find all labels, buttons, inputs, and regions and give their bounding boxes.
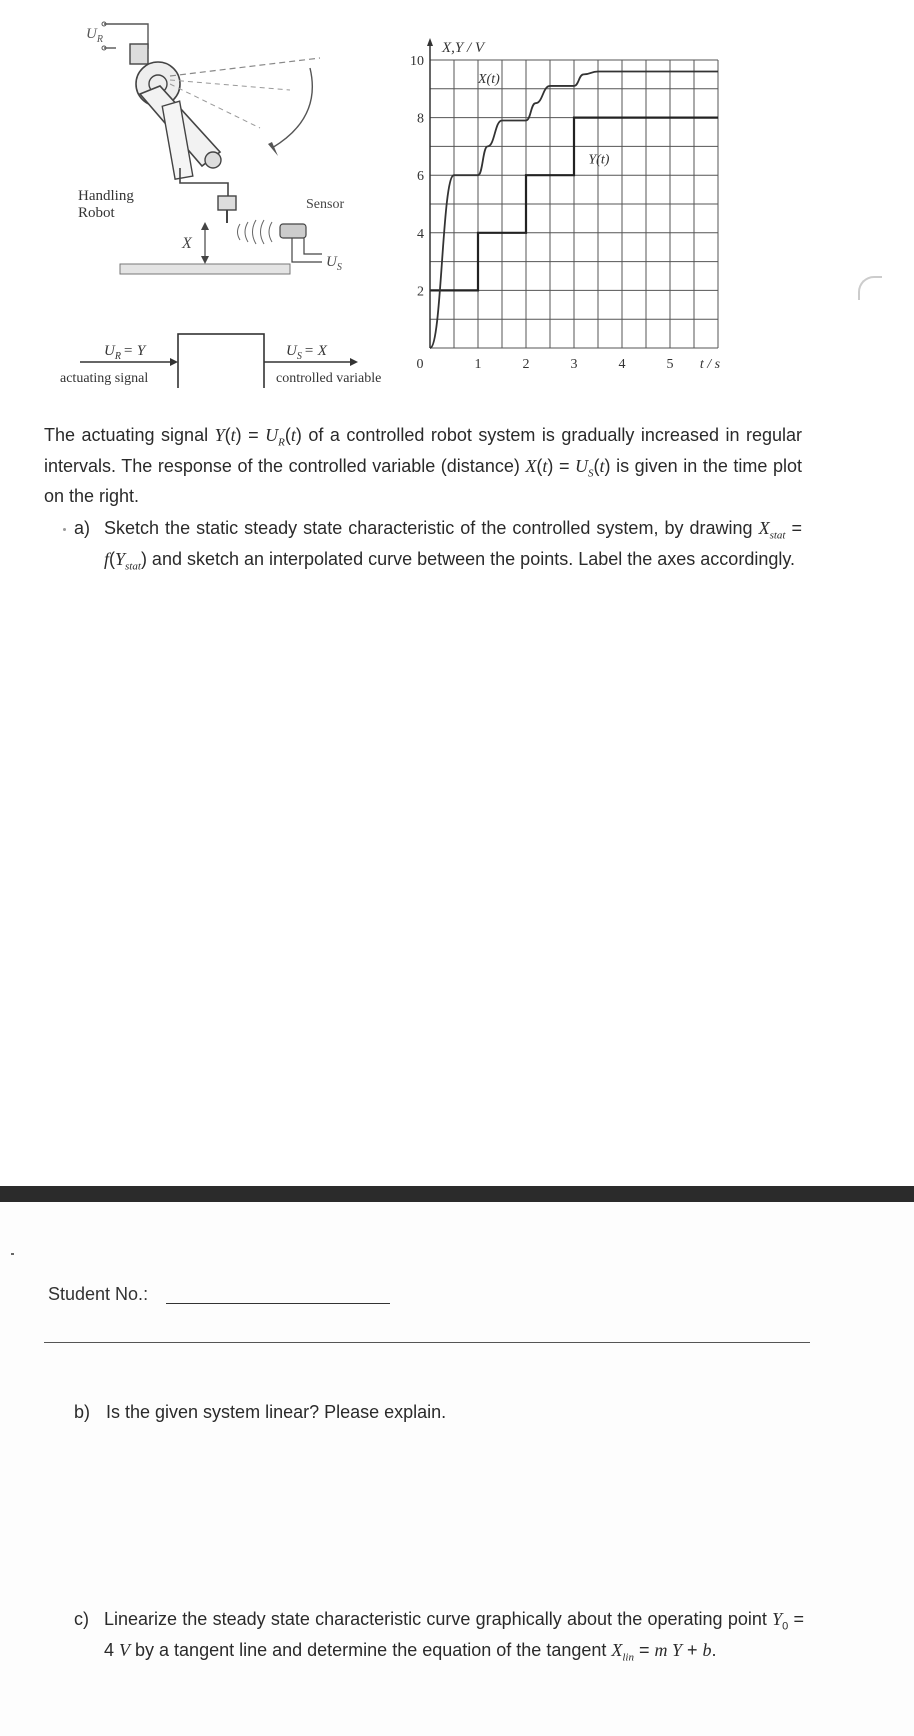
question-b-text: Is the given system linear? Please explain.	[106, 1402, 447, 1422]
us-label: $U_S$	[326, 254, 342, 273]
question-b-label: b)	[74, 1402, 91, 1422]
x-tick-label: 0	[416, 357, 424, 372]
x-tick-label: 5	[666, 357, 674, 372]
actuating-signal-caption: actuating signal	[60, 371, 149, 386]
question-c-label: c)	[74, 1609, 89, 1629]
student-no-label: Student No.:	[48, 1284, 149, 1304]
x-tick-label: 1	[474, 357, 482, 372]
series-label-x: X(t)	[478, 72, 500, 88]
handling-robot-label: Handling Robot	[78, 188, 134, 221]
bullet-dot	[63, 528, 66, 531]
intro-paragraph: The actuating signal $Y(t) = U_R(t)$ of a controlled robot system is gradually increased in regular intervals. The response of the controlled variable (distance) $X(t) = U_S(t)$ is given in the time plot on the right.	[44, 425, 802, 507]
output-equation: $U_S = X$	[286, 343, 327, 362]
series-label-y: Y(t)	[588, 152, 610, 168]
x-axis-label: t / s	[699, 357, 721, 372]
sensor-label: Sensor	[306, 197, 345, 212]
question-a-text: Sketch the static steady state characteristic of the controlled system, by drawing $X_{stat} = f(Y_{stat})$ and sketch an interpolated curve between the points. Label the axes accordingly.	[104, 518, 803, 573]
time-plot-svg	[398, 30, 798, 390]
y-tick-label: 10	[410, 54, 424, 69]
system-block	[178, 334, 264, 388]
y-tick-label: 8	[417, 111, 424, 127]
question-c-text: Linearize the steady state characteristic curve graphically about the operating point $Y_0 = 4$ V by a tangent line and determine the equation of the tangent $X_{lin} = m$ Y + b.	[104, 1609, 804, 1664]
controlled-variable-caption: controlled variable	[276, 371, 382, 386]
y-tick-label: 2	[417, 284, 424, 300]
student-no-field[interactable]	[166, 1303, 390, 1304]
x-tick-label: 2	[522, 357, 530, 372]
x-tick-label: 3	[570, 357, 578, 372]
page2-tick	[11, 1253, 14, 1255]
x-distance-label: X	[182, 235, 192, 252]
page-separator	[0, 1186, 914, 1202]
margin-mark	[858, 276, 882, 300]
ur-label: $U_R$	[86, 26, 103, 45]
y-axis-arrow	[427, 38, 433, 46]
y-tick-label: 6	[417, 169, 424, 185]
x-tick-label: 4	[618, 357, 626, 372]
input-equation: $U_R = Y$	[104, 343, 146, 362]
robot-drawing	[60, 18, 420, 388]
time-plot	[398, 30, 798, 390]
y-tick-label: 4	[417, 226, 424, 242]
question-a-label: a)	[74, 518, 91, 538]
robot-figure	[60, 18, 420, 388]
y-axis-label: X,Y / V	[442, 40, 485, 56]
header-rule	[44, 1342, 810, 1343]
